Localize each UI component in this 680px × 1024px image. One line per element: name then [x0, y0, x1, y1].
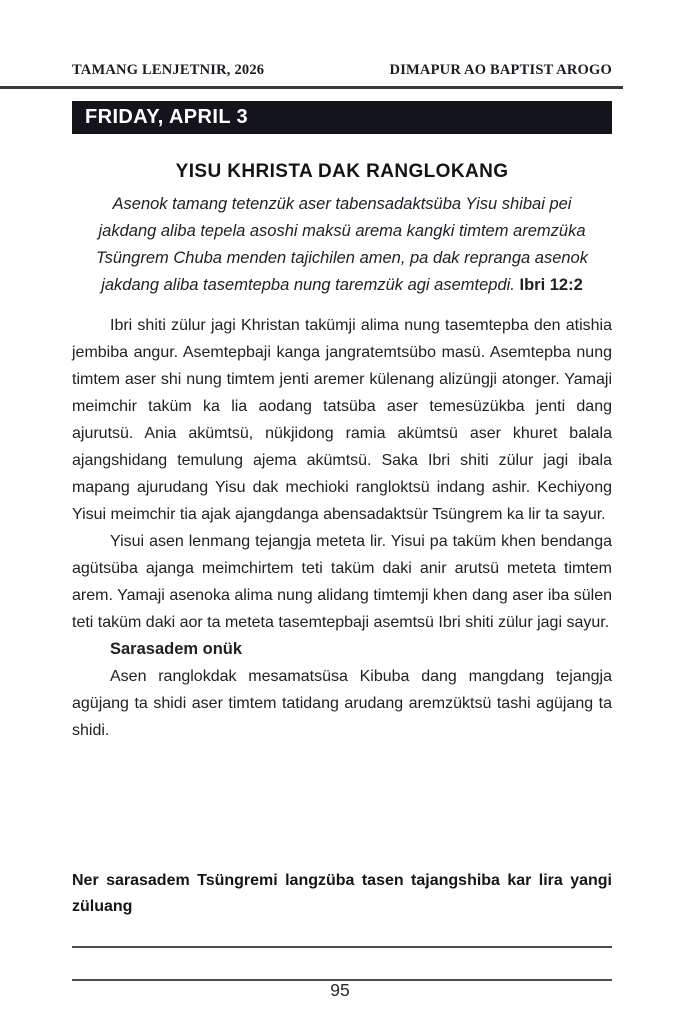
scripture-quote-text: Asenok tamang tetenzük aser tabensadaktsüba Yisu shibai pei jakdang aliba tepela asoshi maksü arema kangki timtem aremzüka Tsüngrem Chuba menden tajichilen amen, pa dak repranga asenok jakdang aliba tasemtepba nung taremzük agi asemtepdi. [96, 195, 588, 294]
body-paragraph-2: Yisui asen lenmang tejangja meteta lir. Yisui pa taküm khen bendanga agütsüba ajanga meimchirtem teti taküm daki anir arutsü meteta timtem arem. Yamaji asenoka alima nung alidang timtemji khen dang aser iba sülen teti taküm daki aor ta meteta tasemtepbaji asemtsü Ibri shiti zülur jagi sayur. [72, 533, 612, 631]
page-number: 95 [330, 980, 350, 1000]
scripture-reference: Ibri 12:2 [519, 276, 583, 294]
scripture-quote-block [72, 191, 612, 299]
devotion-title: YISU KHRISTA DAK RANGLOKANG [175, 161, 509, 182]
reflection-prompt: Ner sarasadem Tsüngremi langzüba tasen tajangshiba kar lira yangi züluang [72, 872, 612, 915]
prayer-heading: Sarasadem onük [110, 640, 243, 658]
header-rule [0, 86, 623, 89]
reflection-section [72, 868, 612, 981]
date-banner-label: FRIDAY, APRIL 3 [85, 106, 249, 128]
body-paragraph-1: Ibri shiti zülur jagi Khristan takümji alima nung tasemtepba den atishia jembiba angur. Asemtepbaji kanga jangratemtsübo masü. Asemtepba nung timtem aser shi nung timtem jenti aremer külenang alizüngji atonger. Yamaji meimchir taküm ka lia aodang tatsüba aser temesüzükba jenti dang ajurutsü. Ania akümtsü, nükjidong ramia akümtsü aser khuret balala ajangshidang temulung ajema akümtsü. Saka Ibri shiti zülur jagi ibala mapang ajurudang Yisu dak mechioki rangloktsü indang ashir. Kechiyong Yisui meimchir tia ajak ajangdanga abensadaktsür Tsüngrem ka lir ta sayur. [72, 317, 612, 523]
running-header [72, 62, 612, 79]
header-left-title: TAMANG LENJETNIR, 2026 [72, 62, 265, 78]
devotion-body [72, 312, 612, 744]
answer-line-1 [72, 946, 612, 948]
prayer-paragraph: Asen ranglokdak mesamatsüsa Kibuba dang mangdang tejangja agüjang ta shidi aser timtem tatidang arudang aremzüktsü tashi agüjang ta shidi. [72, 668, 612, 739]
date-banner [72, 101, 612, 134]
header-right-title: DIMAPUR AO BAPTIST AROGO [389, 62, 612, 78]
